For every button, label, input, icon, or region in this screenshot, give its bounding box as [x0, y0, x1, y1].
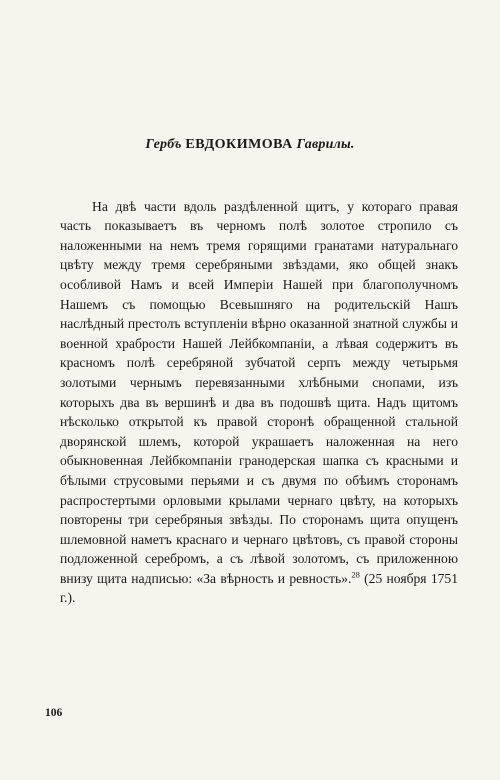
title-surname: ЕВДОКИМОВА: [185, 137, 293, 152]
footnote-reference: 28: [351, 569, 360, 580]
body-paragraph: [60, 197, 458, 608]
page-number: 106: [45, 707, 63, 719]
decree-date: (25 ноября 1751 г.).: [60, 570, 459, 606]
title-lead: Гербъ: [145, 137, 182, 152]
body-text: На двѣ части вдоль раздѣленной щитъ, у котораго правая часть показываетъ въ черномъ полѣ золотое стропило съ наложенными на немъ тремя горящими гранатами натуральнаго цвѣту между тремя серебряными звѣздами, яко общей знакъ особливой Намъ и всей Имперіи Нашей при благополучномъ Нашемъ съ помощью Всевышняго на родительскій Нашъ наслѣдный престолъ вступленіи вѣрно оказанной знатной службы и военной храбрости Нашей Лейбкомпаніи, а лѣвая содержитъ въ красномъ полѣ серебряной зубчатой серпъ между четырьмя золотыми чернымъ перевязанными хлѣбными снопами, изъ которыхъ два въ вершинѣ и два въ подошвѣ щита. Надъ щитомъ нѣсколько открытой къ правой сторонѣ обращенной стальной дворянской шлемъ, которой украшаетъ наложенная на него обыкновенная Лейбкомпаніи гранодерская шапка съ красными и бѣлыми струсовыми перьями и съ двумя по обѣимъ сторонамъ распростертыми орловыми крылами чернаго цвѣту, на которыхъ повторены три серебряныя звѣзды. По сторонамъ щита опущенъ шлемовной наметъ краснаго и чернаго цвѣтовъ, съ правой стороны подложенной серебромъ, а съ лѣвой золотомъ, съ приложенною внизу щита надписью: «За вѣрность и ревность».: [60, 198, 458, 586]
page-title: [0, 137, 500, 153]
title-given-name: Гаврилы.: [296, 137, 355, 152]
